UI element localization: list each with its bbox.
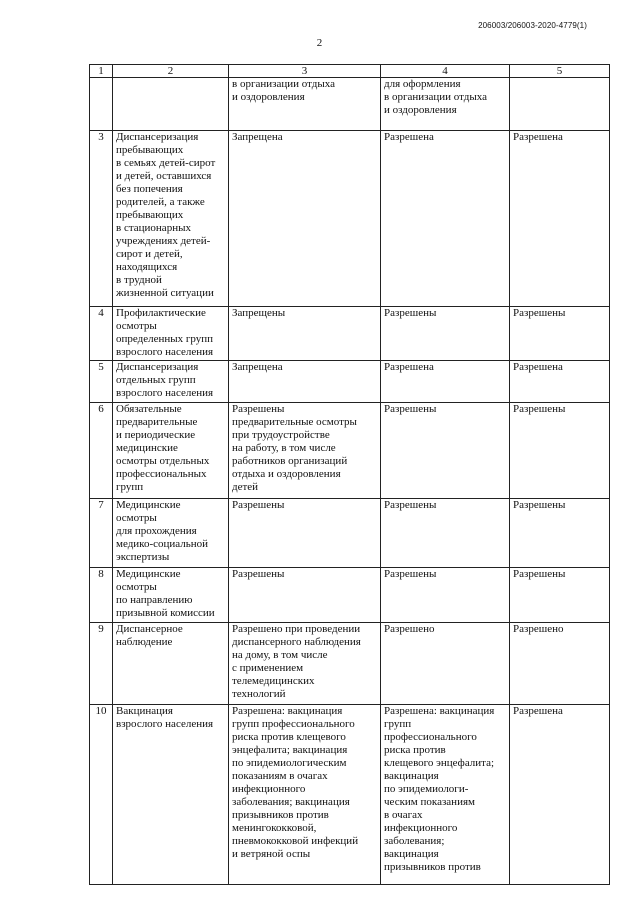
status-col4: Разрешена [381,361,510,403]
table-row [90,499,610,568]
table-row [90,623,610,705]
column-header-2: 2 [113,65,229,78]
activity-name: Диспансеризация пребывающих в семьях детей-сирот и детей, оставшихся без попечения родителей, а также пребывающих в стационарных учреждениях детей- сирот и детей, находящихся в трудной жизненной ситуации [113,131,229,307]
row-number: 7 [90,499,113,568]
status-col4: Разрешена [381,131,510,307]
column-header-1: 1 [90,65,113,78]
row-number: 8 [90,568,113,623]
column-header-5: 5 [510,65,610,78]
status-col3: Разрешены [229,499,381,568]
table-row [90,307,610,361]
status-col3: Разрешены предварительные осмотры при трудоустройстве на работу, в том числе работников организаций отдыха и оздоровления детей [229,403,381,499]
header-row [90,65,610,78]
row-number: 9 [90,623,113,705]
table-row [90,403,610,499]
status-col3: Разрешена: вакцинация групп профессионального риска против клещевого энцефалита; вакцинация по эпидемиологическим показаниям в очагах инфекционного заболевания; вакцинация призывников против менингококковой, пневмококковой инфекций и ветряной оспы [229,705,381,885]
row-number: 5 [90,361,113,403]
document-id: 206003/206003-2020-4779(1) [478,21,587,30]
status-col5: Разрешены [510,403,610,499]
row-number: 6 [90,403,113,499]
row-number: 4 [90,307,113,361]
status-col4: Разрешены [381,403,510,499]
status-col4: Разрешены [381,499,510,568]
status-col3: Разрешены [229,568,381,623]
activity-name: Диспансерное наблюдение [113,623,229,705]
status-col5: Разрешена [510,131,610,307]
activity-name: Вакцинация взрослого населения [113,705,229,885]
activity-name: Профилактические осмотры определенных групп взрослого населения [113,307,229,361]
status-col3: в организации отдыха и оздоровления [229,78,381,131]
table-row [90,361,610,403]
status-col5: Разрешены [510,307,610,361]
status-col5: Разрешены [510,499,610,568]
page-number: 2 [316,37,323,49]
activity-name: Обязательные предварительные и периодические медицинские осмотры отдельных профессиональных групп [113,403,229,499]
status-col5: Разрешена [510,361,610,403]
row-number: 10 [90,705,113,885]
activity-name: Диспансеризация отдельных групп взрослого населения [113,361,229,403]
status-col3: Запрещена [229,131,381,307]
status-col5 [510,78,610,131]
status-col3: Запрещены [229,307,381,361]
status-col5: Разрешены [510,568,610,623]
activity-name [113,78,229,131]
column-header-3: 3 [229,65,381,78]
column-header-4: 4 [381,65,510,78]
row-number [90,78,113,131]
status-col4: Разрешено [381,623,510,705]
activity-name: Медицинские осмотры для прохождения медико-социальной экспертизы [113,499,229,568]
table-row [90,131,610,307]
status-col4: Разрешены [381,307,510,361]
status-col4: Разрешены [381,568,510,623]
status-col5: Разрешена [510,705,610,885]
table-row [90,78,610,131]
status-col3: Разрешено при проведении диспансерного наблюдения на дому, в том числе с применением телемедицинских технологий [229,623,381,705]
activity-name: Медицинские осмотры по направлению призывной комиссии [113,568,229,623]
status-col3: Запрещена [229,361,381,403]
table-row [90,568,610,623]
row-number: 3 [90,131,113,307]
status-col4: для оформления в организации отдыха и оздоровления [381,78,510,131]
measures-table [89,64,610,885]
table-row [90,705,610,885]
status-col4: Разрешена: вакцинация групп профессионального риска против клещевого энцефалита; вакцинация по эпидемиологи- ческим показаниям в очагах инфекционного заболевания; вакцинация призывников против [381,705,510,885]
status-col5: Разрешено [510,623,610,705]
